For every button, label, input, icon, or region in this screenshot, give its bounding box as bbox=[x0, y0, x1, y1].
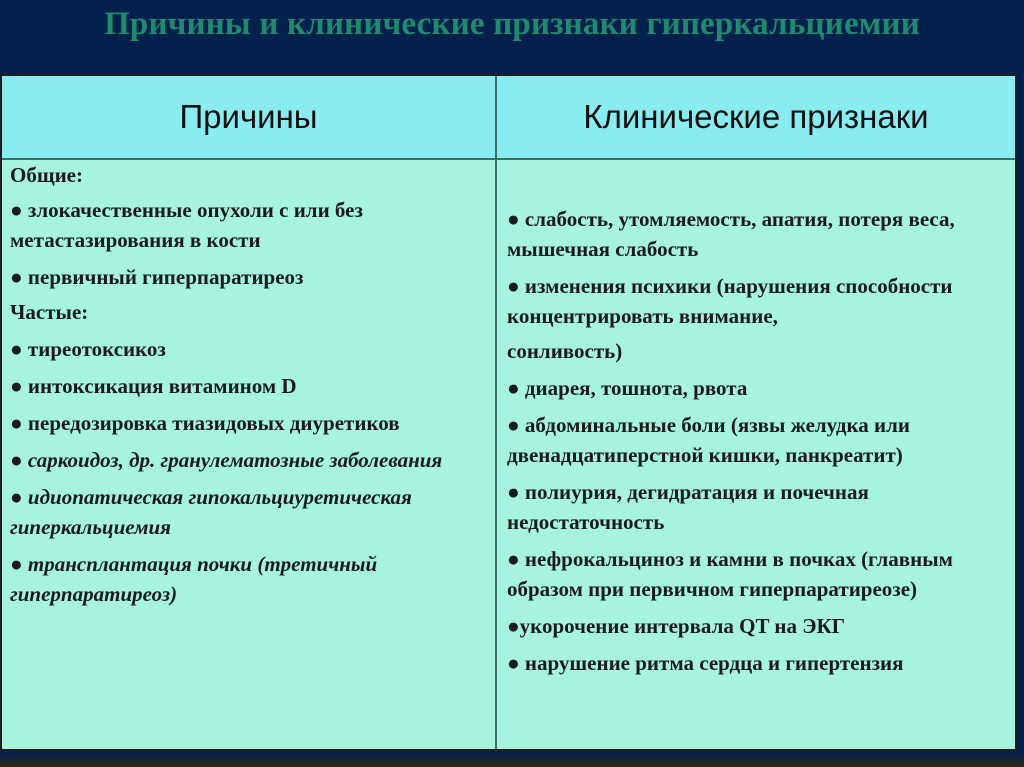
cause-item: ● интоксикация витамином D bbox=[10, 374, 297, 398]
sign-item: ● полиурия, дегидратация и почечная недостаточность bbox=[507, 480, 869, 534]
sign-item: ● слабость, утомляемость, апатия, потеря веса, мышечная слабость bbox=[507, 207, 955, 261]
column-divider bbox=[495, 76, 497, 749]
cause-item: ● тиреотоксикоз bbox=[10, 337, 166, 361]
cause-item: ● первичный гиперпаратиреоз bbox=[10, 265, 304, 289]
clinical-signs-column bbox=[507, 204, 1007, 678]
cause-item: ● идиопатическая гипокальциуретическая гиперкальциемия bbox=[10, 485, 412, 539]
cause-item: ● злокачественные опухоли с или без метастазирования в кости bbox=[10, 198, 363, 252]
sign-item: ● диарея, тошнота, рвота bbox=[507, 376, 748, 400]
causes-label-frequent: Частые: bbox=[10, 300, 89, 324]
causes-column bbox=[10, 160, 488, 609]
bottom-band bbox=[0, 753, 1024, 767]
sign-item: ● нарушение ритма сердца и гипертензия bbox=[507, 651, 904, 675]
header-clinical-signs: Клинические признаки bbox=[583, 98, 929, 135]
sign-item: ● изменения психики (нарушения способности концентрировать внимание, bbox=[507, 274, 953, 328]
sign-item: ● абдоминальные боли (язвы желудка или двенадцатиперстной кишки, панкреатит) bbox=[507, 413, 910, 467]
page-title: Причины и клинические признаки гиперкальциемии bbox=[104, 6, 920, 42]
cause-item: ● передозировка тиазидовых диуретиков bbox=[10, 411, 400, 435]
sign-item: ●укорочение интервала QT на ЭКГ bbox=[507, 614, 846, 638]
sign-item: ● нефрокальциноз и камни в почках (главным образом при первичном гиперпаратиреозе) bbox=[507, 547, 953, 601]
header-causes: Причины bbox=[179, 98, 318, 135]
causes-label-general: Общие: bbox=[10, 163, 83, 187]
cause-item: ● трансплантация почки (третичный гиперпаратиреоз) bbox=[10, 552, 378, 606]
causes-signs-table bbox=[0, 74, 1017, 751]
sign-item: сонливость) bbox=[507, 339, 623, 363]
cause-item: ● саркоидоз, др. гранулематозные заболевания bbox=[10, 448, 443, 472]
